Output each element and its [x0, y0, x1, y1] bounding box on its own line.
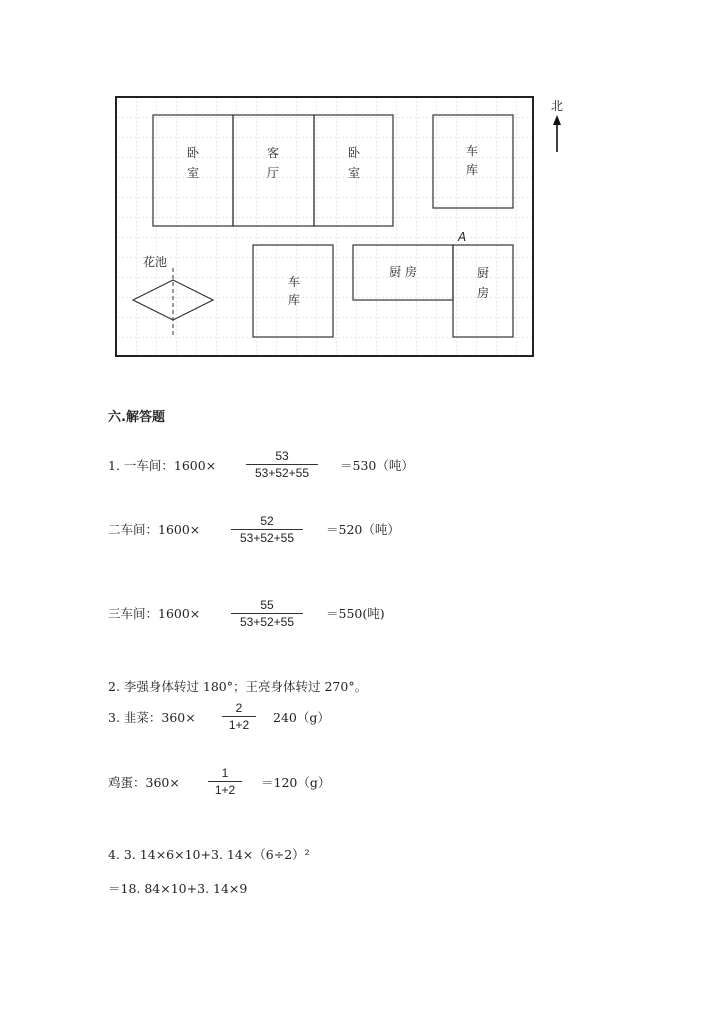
q3-line1-denominator: 1+2 — [228, 718, 250, 732]
q3-line2-numerator: 1 — [221, 766, 229, 780]
label-bedroom-2-a: 卧 — [347, 146, 361, 160]
q1-line2-denominator: 53+52+55 — [239, 531, 295, 545]
label-kitchen-tall-a: 厨 — [476, 266, 490, 280]
q1-line1-fraction — [246, 449, 318, 480]
q1-line2-prefix: 二车间：1600× — [108, 522, 201, 537]
q1-line3-fraction — [231, 598, 303, 629]
north-arrowhead-icon — [553, 115, 561, 125]
label-garage-bottom-b: 库 — [287, 293, 301, 307]
label-living-room-b: 厅 — [266, 166, 280, 180]
label-bedroom-1-b: 室 — [186, 166, 200, 180]
label-flower-pool: 花池 — [143, 255, 168, 269]
q1-line3-numerator: 55 — [260, 598, 274, 612]
label-kitchen-wide: 厨 房 — [389, 265, 417, 279]
q4-line1: 4. 3. 14×6×10+3. 14×（6÷2）² — [108, 847, 310, 862]
floor-plan — [0, 0, 720, 380]
q4-line2: ＝18. 84×10+3. 14×9 — [108, 881, 248, 896]
q1-line3-denominator: 53+52+55 — [239, 615, 295, 629]
label-garage-top-a: 车 — [465, 144, 479, 158]
q1-line1-prefix: 1. 一车间：1600× — [108, 458, 217, 473]
label-kitchen-tall-b: 房 — [476, 286, 490, 300]
q3-line2-prefix: 鸡蛋：360× — [108, 775, 180, 790]
q1-line1-numerator: 53 — [275, 449, 289, 463]
q1-line2-numerator: 52 — [260, 514, 274, 528]
q1-line1-denominator: 53+52+55 — [254, 466, 310, 480]
q1-line3-result: ＝550(吨) — [326, 606, 385, 621]
q1-line1-result: ＝530（吨） — [340, 458, 414, 473]
north-label: 北 — [550, 99, 564, 113]
label-point-a: A — [458, 230, 467, 244]
q3-line1-numerator: 2 — [235, 701, 243, 715]
q3-line2-denominator: 1+2 — [214, 783, 236, 797]
q1-line3-prefix: 三车间：1600× — [108, 606, 201, 621]
q1-line2-fraction — [231, 514, 303, 545]
label-garage-bottom-a: 车 — [287, 275, 301, 289]
label-bedroom-2-b: 室 — [347, 166, 361, 180]
section-title: 六.解答题 — [108, 410, 165, 425]
label-living-room-a: 客 — [266, 146, 280, 160]
label-bedroom-1-a: 卧 — [186, 146, 200, 160]
q3-line1-result: 240（g） — [273, 710, 330, 725]
q2-text: 2. 李强身体转过 180°；王亮身体转过 270°。 — [108, 679, 368, 694]
q1-line2-result: ＝520（吨） — [326, 522, 400, 537]
q3-line2-result: ＝120（g） — [261, 775, 331, 790]
q3-line1-prefix: 3. 韭菜：360× — [108, 710, 196, 725]
q3-line1-fraction — [222, 701, 256, 732]
q3-line2-fraction — [208, 766, 242, 797]
label-garage-top-b: 库 — [465, 163, 479, 177]
